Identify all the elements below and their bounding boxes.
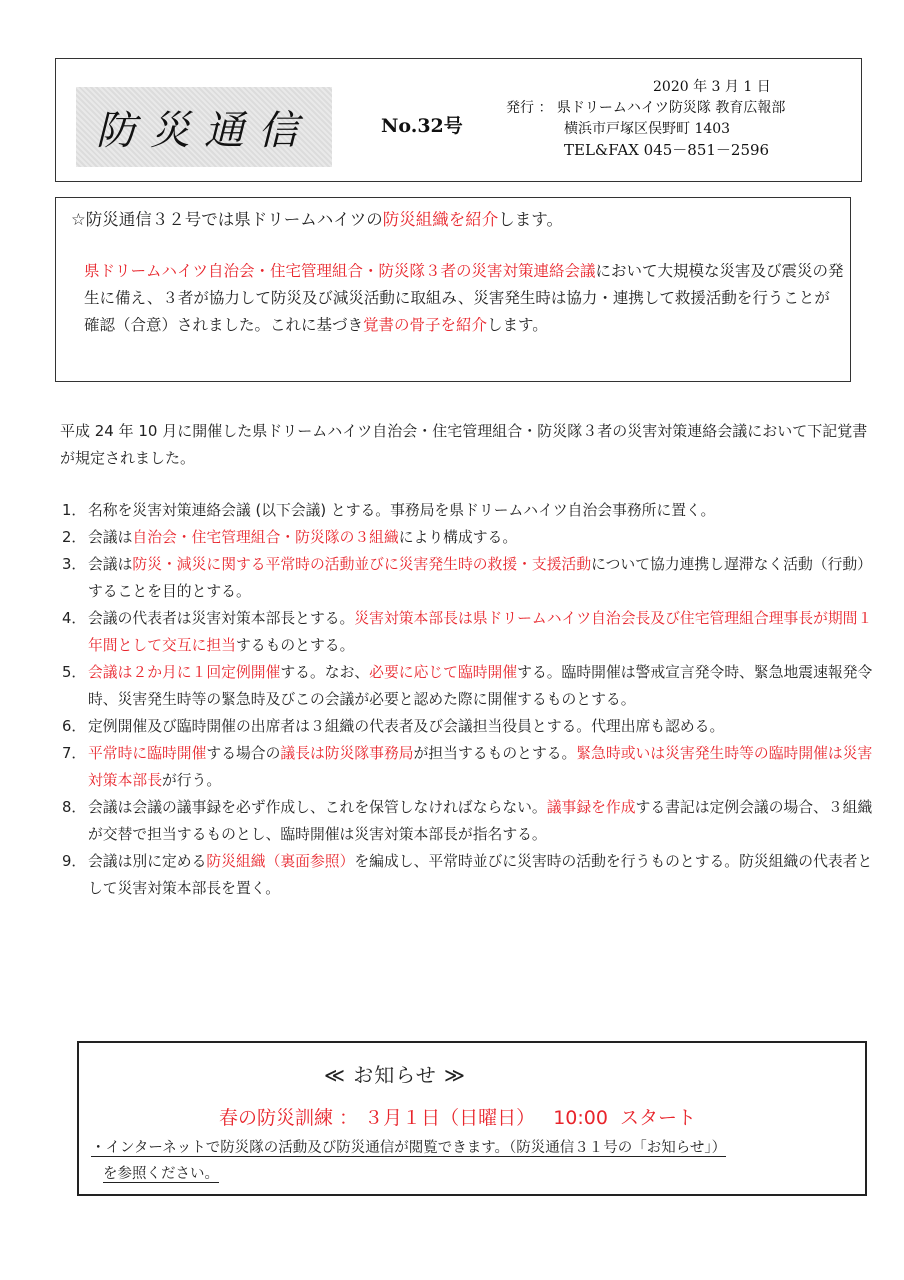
list-item-number: 6． [62,718,87,735]
highlight-text: 必要に応じて臨時開催 [369,664,518,681]
list-item-number: 9． [62,853,87,870]
list-item-text [88,605,882,659]
list-item-text [88,794,882,848]
list-item-text [88,740,882,794]
list-item [62,524,882,551]
item-text: するものとする。 [235,637,355,654]
highlight-text: 災害対策本部長は県ドリームハイツ自治会長及び住宅管理組合理事長が期間１年間として交互に担当 [88,610,873,654]
list-item [62,497,882,524]
list-item-text [88,524,882,551]
publisher: 発行 ： 県ドリームハイツ防災隊 教育広報部 [506,100,786,116]
list-item-number: 7． [62,745,87,762]
list-item-text [88,497,882,524]
list-item [62,605,882,659]
body-paragraph: 平成 24 年 10 月に開催した県ドリームハイツ自治会・住宅管理組合・防災隊３者の災害対策連絡会議において下記覚書が規定されました。 [60,422,868,467]
para-text-2: します。 [487,316,548,334]
intro-box [55,197,851,382]
para-text-1: において大規模な災害及び震災の発生に備え、３者が協力して防災及び減災活動に取組み、災害発生時は協力・連携して救援活動を行うことが確認（合意）されました。これに基づき [84,262,844,334]
list-item-number: 2． [62,529,87,546]
masthead [55,58,862,182]
highlight-text: 自治会・住宅管理組合・防災隊の３組織 [132,529,399,546]
para-highlight-1: 県ドリームハイツ自治会・住宅管理組合・防災隊３者の災害対策連絡会議 [84,262,596,280]
highlight-text: 平常時に臨時開催 [88,745,207,762]
lead-text: ☆防災通信３２号では県ドリームハイツの [71,210,383,229]
lead-text-end: します。 [498,210,563,229]
list-item-number: 8． [62,799,87,816]
item-text: する書記は定例会議の場合、３組織が交替で担当するものとし、臨時開催は災害対策本部長が指名する。 [88,799,873,843]
tel-fax: TEL&FAX 045－851－2596 [564,141,770,159]
intro-lead [71,206,563,230]
highlight-text: 防災・減災に関する平常時の活動並びに災害発生時の救援・支援活動 [132,556,592,573]
item-text: が担当するものとする。 [413,745,577,762]
notice-line-2: を参照ください。 [103,1166,219,1182]
item-text: を編成し、平常時並びに災害時の活動を行うものとする。防災組織の代表者として災害対策本部長を置く。 [88,853,873,897]
list-item [62,848,882,902]
item-text: 名称を災害対策連絡会議 (以下会議) とする。事務局を県ドリームハイツ自治会事務所に置く。 [88,502,716,519]
highlight-text: 議事録を作成 [546,799,636,816]
list-item-text [88,713,882,740]
list-item [62,794,882,848]
para-highlight-2: 覚書の骨子を紹介 [363,316,488,334]
list-item-number: 3． [62,556,87,573]
item-text: する。臨時開催は警戒宣言発令時、緊急地震速報発令時、災害発生時等の緊急時及びこの会議が必要と認めた際に開催するものとする。 [88,664,873,708]
highlight-text: 会議は２か月に１回定例開催 [88,664,281,681]
highlight-text: 議長は防災隊事務局 [280,745,414,762]
item-text: する場合の [206,745,281,762]
notice-line-1: ・インターネットで防災隊の活動及び防災通信が閲覧できます。（防災通信３１号の「お知らせ」） [91,1140,727,1156]
notice-title: ≪ お知らせ ≫ [324,1063,466,1087]
address: 横浜市戸塚区俣野町 1403 [564,121,731,137]
notice-box [77,1041,867,1196]
list-item [62,713,882,740]
item-text: 会議は別に定める [88,853,207,870]
list-item-number: 5． [62,664,87,681]
memo-list [62,497,882,902]
highlight-text: 緊急時或いは災害発生時等の臨時開催は災害対策本部長 [88,745,873,789]
list-item [62,740,882,794]
list-item [62,551,882,605]
issue-date: 2020 年 3 月 1 日 [653,79,771,95]
publisher-info [506,77,785,161]
item-text: する。なお、 [280,664,370,681]
item-text: 会議は会議の議事録を必ず作成し、これを保管しなければならない。 [88,799,547,816]
list-item [62,659,882,713]
item-text: 定例開催及び臨時開催の出席者は３組織の代表者及び会議担当役員とする。代理出席も認める。 [88,718,725,735]
newsletter-title: 防災通信 [76,87,332,167]
item-text: が行う。 [162,772,222,789]
list-item-text [88,659,882,713]
list-item-number: 4． [62,610,87,627]
item-text: について協力連携し遅滞なく活動（行動）することを目的とする。 [88,556,872,600]
item-text: 会議の代表者は災害対策本部長とする。 [88,610,355,627]
intro-paragraph [84,258,844,339]
item-text: により構成する。 [398,529,518,546]
notice-event: 春の防災訓練 ： ３月１日（日曜日） 10:00 スタート [219,1107,697,1129]
highlight-text: 防災組織（裏面参照） [206,853,355,870]
list-item-text [88,551,882,605]
item-text: 会議は [88,556,133,573]
lead-highlight: 防災組織を紹介 [382,210,499,229]
list-item-number: 1． [62,502,87,519]
list-item-text [88,848,882,902]
item-text: 会議は [88,529,133,546]
notice-text [91,1135,851,1187]
issue-number: No.32号 [381,115,463,137]
